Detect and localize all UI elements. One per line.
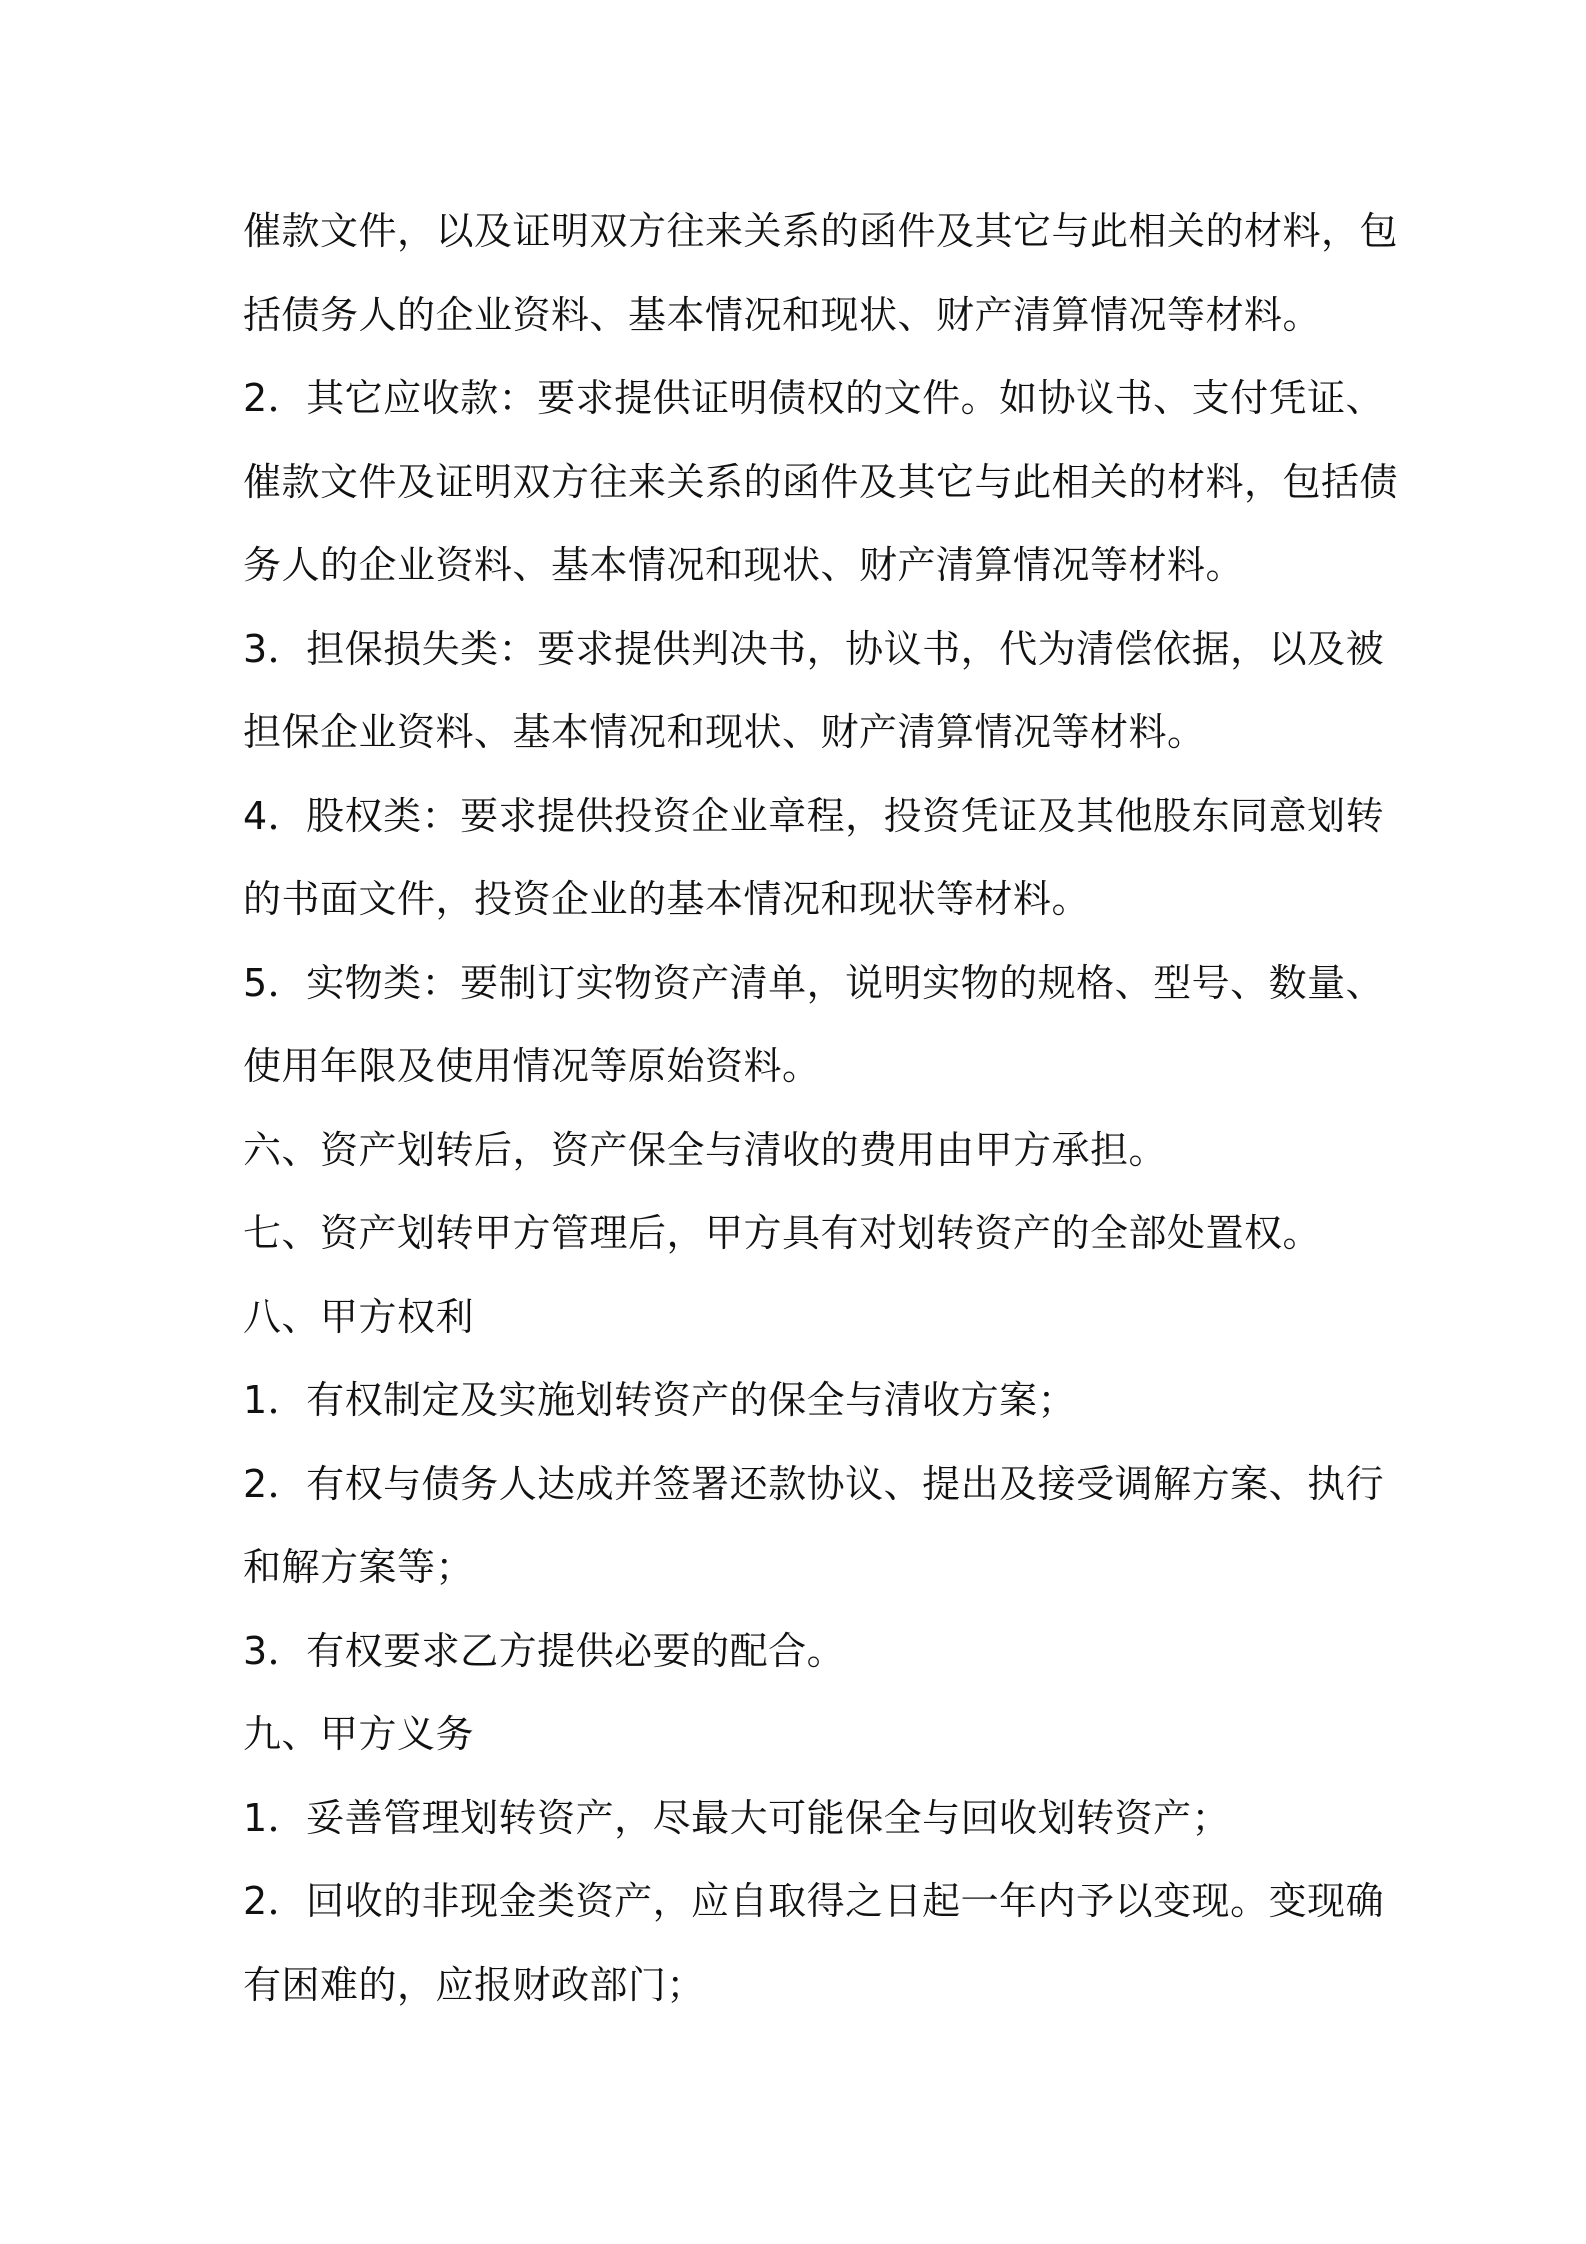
text-line: 和解方案等；	[243, 1545, 475, 1589]
text-line: 3．有权要求乙方提供必要的配合。	[243, 1628, 846, 1673]
text-line: 5．实物类：要制订实物资产清单，说明实物的规格、型号、数量、	[243, 960, 1385, 1005]
text-line: 2．其它应收款：要求提供证明债权的文件。如协议书、支付凭证、	[243, 376, 1385, 420]
text-line: 催款文件，以及证明双方往来关系的函件及其它与此相关的材料，包	[243, 209, 1399, 253]
text-line: 1．有权制定及实施划转资产的保全与清收方案；	[243, 1378, 1077, 1422]
text-line: 使用年限及使用情况等原始资料。	[243, 1044, 821, 1088]
text-line: 2．回收的非现金类资产，应自取得之日起一年内予以变现。变现确	[243, 1879, 1385, 1923]
text-line: 4．股权类：要求提供投资企业章程，投资凭证及其他股东同意划转	[243, 793, 1385, 838]
text-line: 2．有权与债务人达成并签署还款协议、提出及接受调解方案、执行	[243, 1461, 1385, 1506]
document-body	[243, 201, 1399, 2038]
text-line: 括债务人的企业资料、基本情况和现状、财产清算情况等材料。	[243, 292, 1322, 337]
section-heading: 六、资产划转后，资产保全与清收的费用由甲方承担。	[243, 1127, 1168, 1172]
text-line: 务人的企业资料、基本情况和现状、财产清算情况等材料。	[243, 543, 1245, 587]
text-line: 的书面文件，投资企业的基本情况和现状等材料。	[243, 877, 1091, 921]
text-line: 担保企业资料、基本情况和现状、财产清算情况等材料。	[243, 710, 1206, 754]
text-line: 催款文件及证明双方往来关系的函件及其它与此相关的材料，包括债	[243, 459, 1399, 504]
text-line: 有困难的，应报财政部门；	[243, 1962, 706, 2007]
section-heading: 七、资产划转甲方管理后，甲方具有对划转资产的全部处置权。	[243, 1211, 1322, 1255]
text-line: 1．妥善管理划转资产，尽最大可能保全与回收划转资产；	[243, 1795, 1231, 1840]
section-heading: 九、甲方义务	[243, 1712, 475, 1756]
section-heading: 八、甲方权利	[243, 1294, 475, 1339]
text-line: 3．担保损失类：要求提供判决书，协议书，代为清偿依据，以及被	[243, 626, 1385, 671]
